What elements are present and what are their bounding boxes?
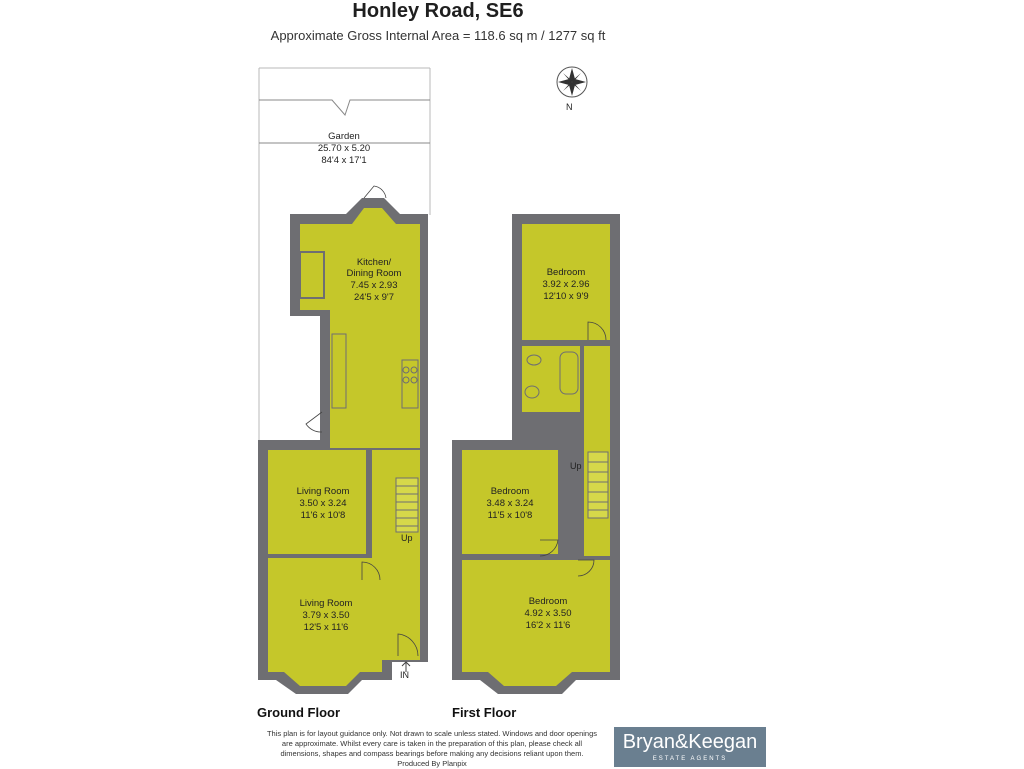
bedroom-front-metric: 4.92 x 3.50 (524, 608, 572, 619)
bedroom-rear-label: Bedroom (546, 267, 586, 278)
landing-fill (584, 346, 610, 556)
garden-imperial: 84'4 x 17'1 (321, 155, 367, 166)
bedroom-rear-imperial: 12'10 x 9'9 (543, 291, 589, 302)
page-title: Honley Road, SE6 (352, 0, 524, 22)
disclaimer-line-3: dimensions, shapes and compass bearings before making any decisions reliant upon them. (280, 749, 584, 758)
agent-logo (614, 727, 766, 767)
agent-brand-tagline: ESTATE AGENTS (652, 756, 728, 762)
kitchen-metric: 7.45 x 2.93 (350, 280, 398, 291)
living-room-front-metric: 3.79 x 3.50 (302, 610, 350, 621)
first-floor-stairs (588, 452, 608, 518)
first-floor-label: First Floor (452, 705, 517, 720)
bedroom-middle-metric: 3.48 x 3.24 (486, 498, 534, 509)
ground-floor-stairs (396, 478, 418, 532)
living-room-front-label: Living Room (299, 598, 353, 609)
produced-by: Produced By Planpix (397, 759, 467, 768)
bedroom-front-imperial: 16'2 x 11'6 (525, 620, 571, 631)
living-room-rear-metric: 3.50 x 3.24 (299, 498, 347, 509)
disclaimer-line-2: are approximate. Whilst every care is taken in the preparation of this plan, please check all (281, 739, 583, 748)
utility-fill (300, 252, 324, 298)
living-room-rear-label: Living Room (296, 486, 350, 497)
garden-label: Garden (328, 131, 360, 142)
living-room-front-imperial: 12'5 x 11'6 (303, 622, 349, 633)
compass-north-label: N (566, 102, 573, 112)
living-room-rear-imperial: 11'6 x 10'8 (300, 510, 346, 521)
bedroom-middle-label: Bedroom (490, 486, 530, 497)
kitchen-label-line2: Dining Room (346, 268, 402, 279)
gross-area: Approximate Gross Internal Area = 118.6 sq m / 1277 sq ft (270, 28, 606, 43)
north-compass-icon (557, 67, 587, 97)
disclaimer-line-1: This plan is for layout guidance only. Not drawn to scale unless stated. Windows and door openings (266, 729, 598, 738)
agent-brand-name: Bryan&Keegan (622, 731, 758, 753)
first-stairs-up-label: Up (570, 461, 582, 471)
bedroom-rear-metric: 3.92 x 2.96 (542, 279, 590, 290)
ground-floor-label: Ground Floor (257, 705, 341, 720)
ground-stairs-up-label: Up (401, 533, 413, 543)
entrance-label: IN (400, 670, 409, 680)
kitchen-imperial: 24'5 x 9'7 (353, 292, 395, 303)
garden-metric: 25.70 x 5.20 (317, 143, 371, 154)
kitchen-dining-fill (300, 208, 420, 448)
bedroom-front-label: Bedroom (528, 596, 568, 607)
kitchen-label-line1: Kitchen/ (356, 257, 392, 268)
disclaimer (262, 729, 602, 769)
bedroom-middle-imperial: 11'5 x 10'8 (487, 510, 533, 521)
